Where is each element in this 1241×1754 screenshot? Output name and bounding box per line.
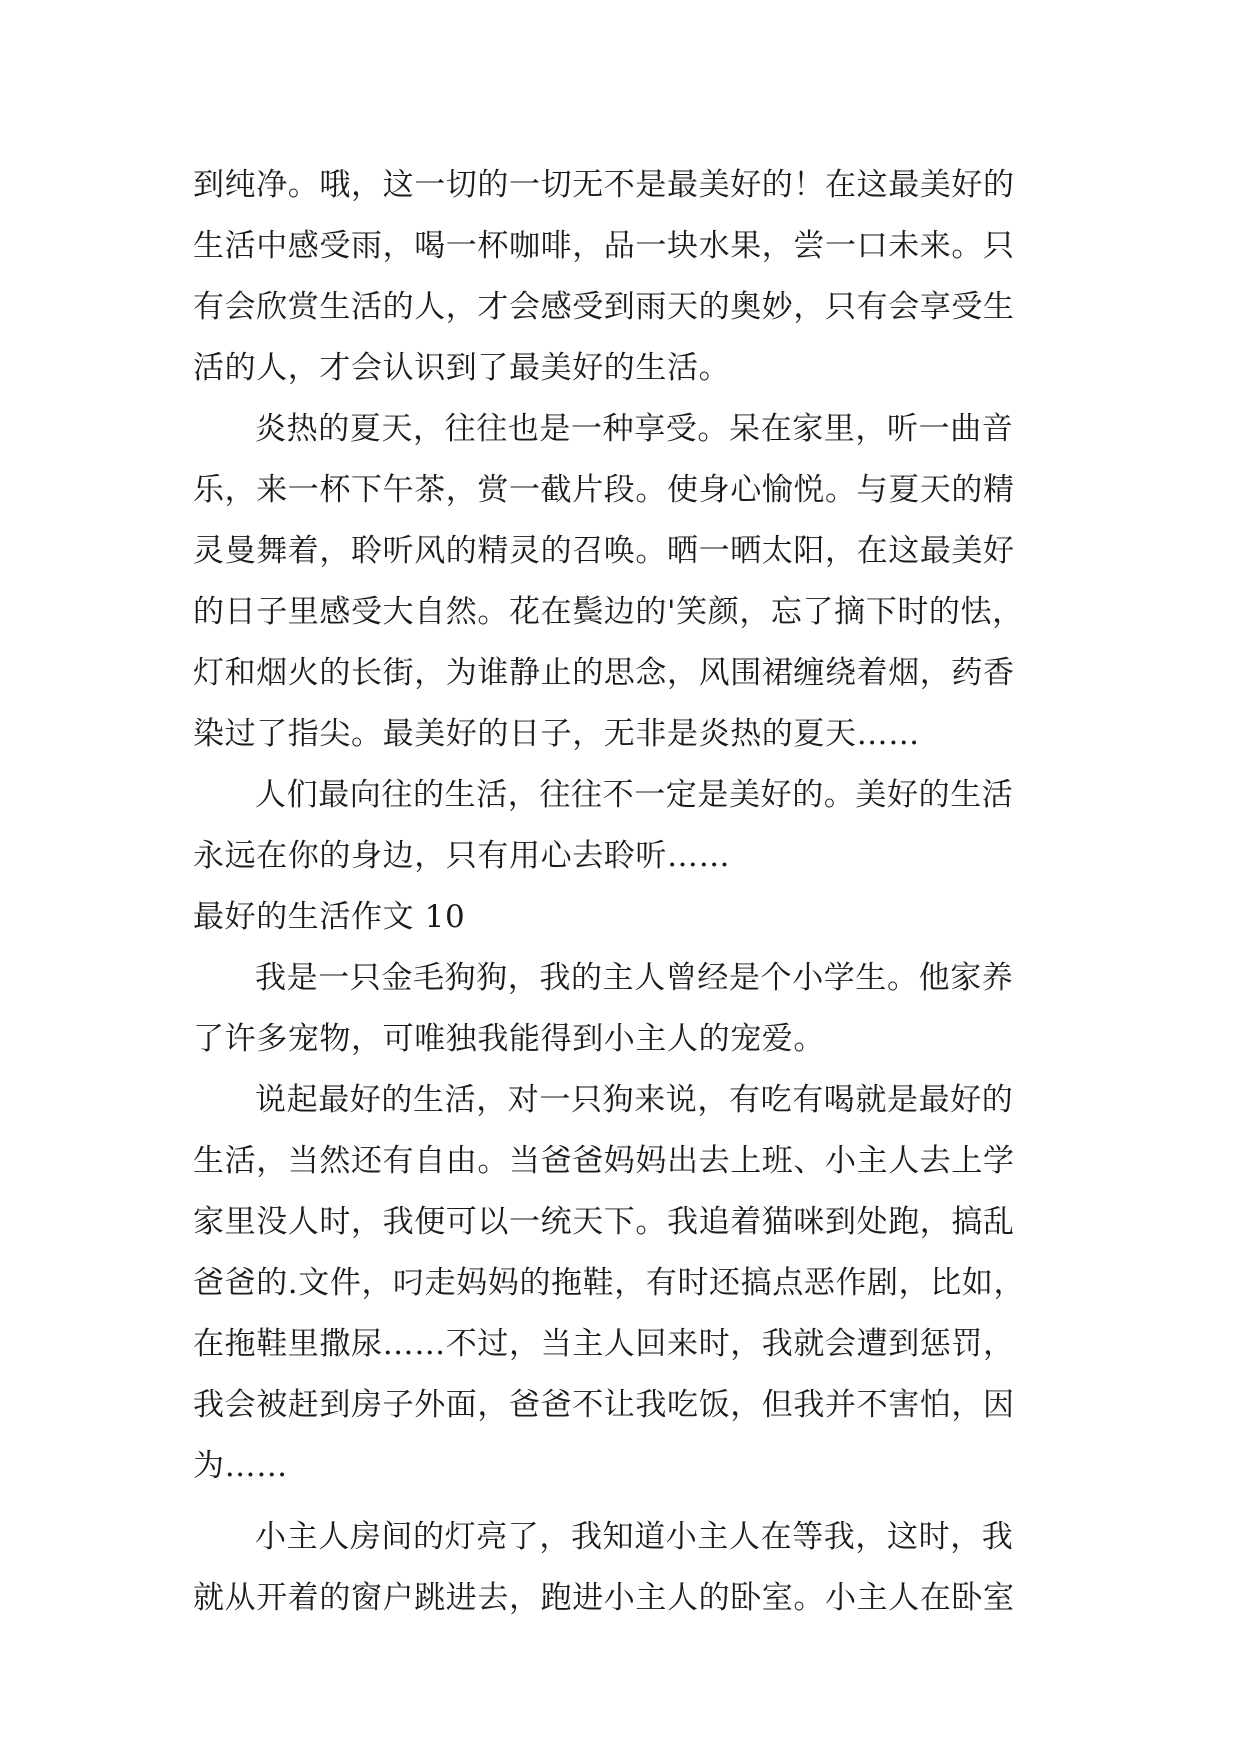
text-line: 炎热的夏天，往往也是一种享受。呆在家里，听一曲音: [255, 411, 1014, 447]
text-line: 我会被赶到房子外面，爸爸不让我吃饭，但我并不害怕，因: [193, 1387, 1015, 1423]
text-line: 生活，当然还有自由。当爸爸妈妈出去上班、小主人去上学: [193, 1143, 1015, 1179]
text-line: 永远在你的身边，只有用心去聆听……: [193, 838, 731, 874]
text-line: 灯和烟火的长街，为谁静止的思念，风围裙缠绕着烟，药香: [193, 655, 1015, 691]
paragraph: [193, 155, 1053, 399]
text-line: 人们最向往的生活，往往不一定是美好的。美好的生活: [255, 777, 1014, 813]
paragraph: [193, 765, 1053, 887]
paragraph: [193, 1070, 1053, 1497]
paragraph: [193, 1507, 1053, 1629]
text-line: 就从开着的窗户跳进去，跑进小主人的卧室。小主人在卧室: [193, 1580, 1015, 1616]
text-line: 染过了指尖。最美好的日子，无非是炎热的夏天……: [193, 716, 920, 752]
text-line: 了许多宠物，可唯独我能得到小主人的宠爱。: [193, 1021, 825, 1057]
text-line: 活的人，才会认识到了最美好的生活。: [193, 350, 731, 386]
text-line: 的日子里感受大自然。花在鬓边的'笑颜，忘了摘下时的怯，: [193, 594, 1024, 630]
section-heading: 最好的生活作文 10: [193, 899, 466, 935]
paragraph: [193, 399, 1053, 765]
document-page: [193, 155, 1053, 1629]
text-line: 乐，来一杯下午茶，赏一截片段。使身心愉悦。与夏天的精: [193, 472, 1015, 508]
text-line: 在拖鞋里撒尿……不过，当主人回来时，我就会遭到惩罚，: [193, 1326, 1015, 1362]
paragraph: [193, 948, 1053, 1070]
text-line: 到纯净。哦，这一切的一切无不是最美好的！在这最美好的: [193, 167, 1015, 203]
text-line: 有会欣赏生活的人，才会感受到雨天的奥妙，只有会享受生: [193, 289, 1015, 325]
text-line: 生活中感受雨，喝一杯咖啡，品一块水果，尝一口未来。只: [193, 228, 1015, 264]
text-line: 说起最好的生活，对一只狗来说，有吃有喝就是最好的: [255, 1082, 1014, 1118]
text-line: 为……: [193, 1448, 288, 1484]
text-line: 我是一只金毛狗狗，我的主人曾经是个小学生。他家养: [255, 960, 1014, 996]
text-line: 家里没人时，我便可以一统天下。我追着猫咪到处跑，搞乱: [193, 1204, 1015, 1240]
text-line: 灵曼舞着，聆听风的精灵的召唤。晒一晒太阳，在这最美好: [193, 533, 1015, 569]
text-line: 小主人房间的灯亮了，我知道小主人在等我，这时，我: [255, 1519, 1014, 1555]
text-line: 爸爸的.文件，叼走妈妈的拖鞋，有时还搞点恶作剧，比如，: [193, 1265, 1026, 1301]
